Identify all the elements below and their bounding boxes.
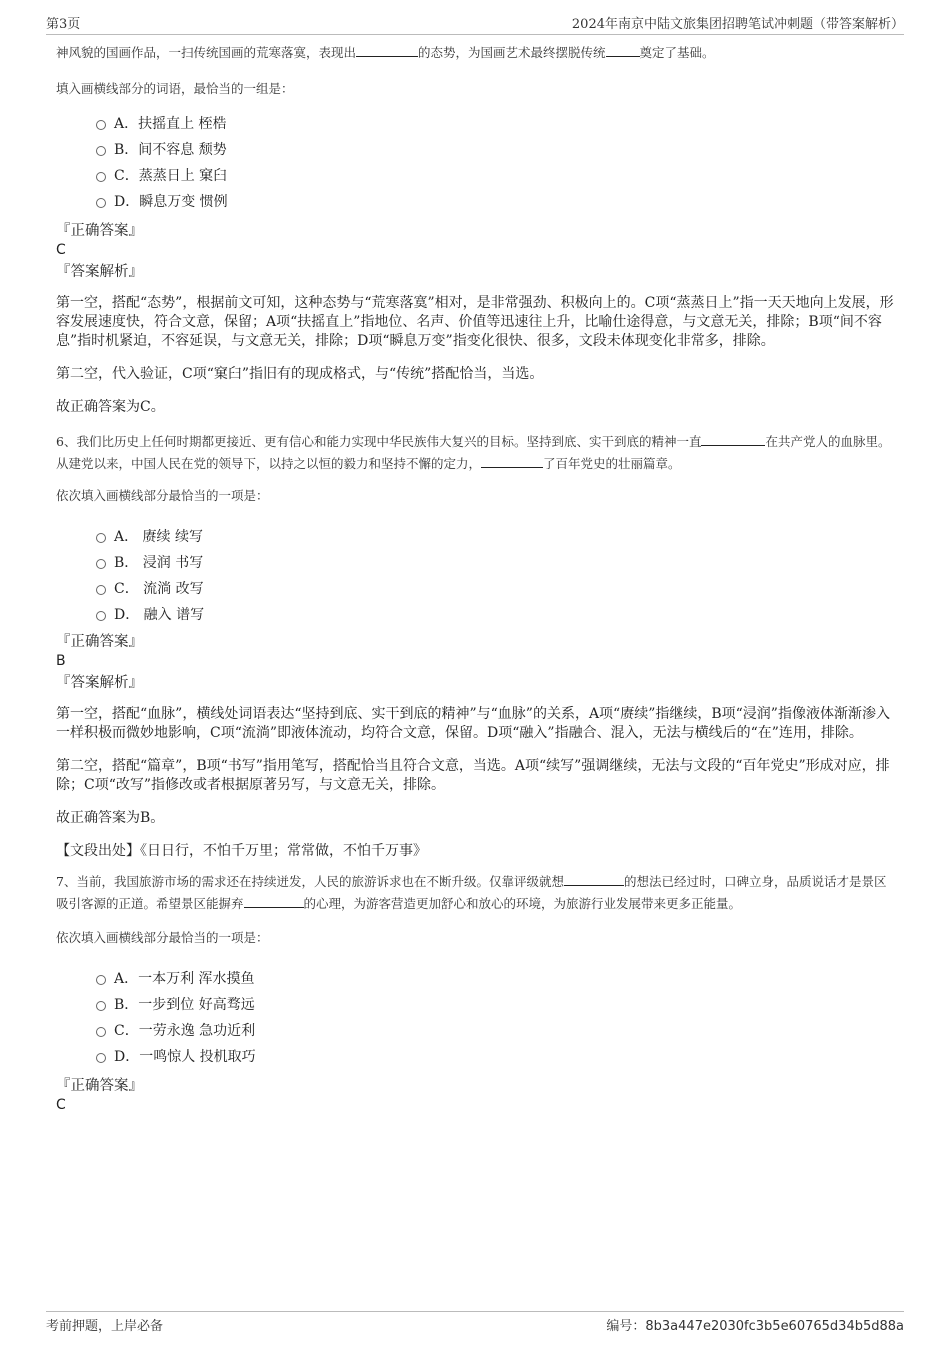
q5-analysis-2: 第二空，代入验证，C项“窠臼”指旧有的现成格式，与“传统”搭配恰当，当选。	[56, 366, 544, 382]
q5-analysis-label: 『答案解析』	[56, 264, 143, 280]
q7-answer-label: 『正确答案』	[56, 1078, 143, 1094]
blank	[244, 893, 304, 908]
q6-option-d[interactable]: D． 融入 谱写	[56, 601, 898, 627]
q7-option-a[interactable]: A．一本万利 浑水摸鱼	[56, 965, 898, 991]
q6-options	[56, 523, 898, 627]
page-header	[46, 12, 904, 35]
q6-prompt: 依次填入画横线部分最恰当的一项是：	[56, 488, 269, 503]
q7-option-b[interactable]: B．一步到位 好高骛远	[56, 991, 898, 1017]
q7-option-c[interactable]: C．一劳永逸 急功近利	[56, 1017, 898, 1043]
document-code: 编号：8b3a447e2030fc3b5e60765d34b5d88a	[606, 1319, 904, 1334]
q6-source: 【文段出处】《日日行，不怕千万里；常常做，不怕千万事》	[56, 843, 427, 859]
q6-analysis-3: 故正确答案为B。	[56, 810, 165, 826]
radio-icon[interactable]	[96, 172, 106, 182]
radio-icon[interactable]	[96, 198, 106, 208]
radio-icon[interactable]	[96, 1053, 106, 1063]
q5-prompt: 填入画横线部分的词语，最恰当的一组是：	[56, 81, 294, 96]
q6-stem: 6、我们比历史上任何时期都更接近、更有信心和能力实现中华民族伟大复兴的目标。坚持到底、实干到底的精神一直 在共产党人的血脉里。从建党以来，中国人民在党的领导下，以持之以恒的毅力和坚持不懈的定力， 了百年党史的壮丽篇章。	[56, 431, 898, 475]
document-title: 2024年南京中陆文旅集团招聘笔试冲刺题（带答案解析）	[571, 17, 904, 32]
q5-option-c[interactable]: C．蒸蒸日上 窠臼	[56, 162, 898, 188]
q6-analysis-2: 第二空，搭配“篇章”，B项“书写”指用笔写，搭配恰当且符合文意，当选。A项“续写”强调继续，无法与文段的“百年党史”形成对应，排除；C项“改写”指修改或者根据原著另写，与文意无关，排除。	[56, 758, 890, 793]
q7-option-d[interactable]: D．一鸣惊人 投机取巧	[56, 1043, 898, 1069]
radio-icon[interactable]	[96, 120, 106, 130]
footer-slogan: 考前押题，上岸必备	[46, 1319, 164, 1334]
q5-analysis-3: 故正确答案为C。	[56, 399, 165, 415]
radio-icon[interactable]	[96, 975, 106, 985]
q5-options	[56, 110, 898, 214]
q6-analysis-label: 『答案解析』	[56, 675, 143, 691]
q5-option-a[interactable]: A．扶摇直上 桎梏	[56, 110, 898, 136]
q6-analysis-1: 第一空，搭配“血脉”，横线处词语表达“坚持到底、实干到底的精神”与“血脉”的关系，A项“赓续”指继续，B项“浸润”指像液体渐渐渗入一样积极而微妙地影响，C项“流淌”即液体流动，均符合文意，保留。D项“融入”指融合、混入，无法与横线后的“在”连用，排除。	[56, 706, 890, 741]
q5-answer: C	[56, 242, 66, 258]
q6-option-c[interactable]: C． 流淌 改写	[56, 575, 898, 601]
q7-stem: 7、当前，我国旅游市场的需求还在持续迸发，人民的旅游诉求也在不断升级。仅靠评级就想 的想法已经过时，口碑立身，品质说话才是景区吸引客源的正道。希望景区能摒弃 的心理，为游客营造更加舒心和放心的环境，为旅游行业发展带来更多正能量。	[56, 871, 898, 915]
radio-icon[interactable]	[96, 146, 106, 156]
radio-icon[interactable]	[96, 585, 106, 595]
blank	[606, 42, 640, 57]
radio-icon[interactable]	[96, 559, 106, 569]
q6-option-b[interactable]: B． 浸润 书写	[56, 549, 898, 575]
q6-answer-label: 『正确答案』	[56, 634, 143, 650]
q7-options	[56, 965, 898, 1069]
blank	[564, 871, 624, 886]
blank	[356, 42, 418, 57]
q7-prompt: 依次填入画横线部分最恰当的一项是：	[56, 930, 269, 945]
radio-icon[interactable]	[96, 611, 106, 621]
page-content	[56, 40, 898, 1114]
q6-answer: B	[56, 653, 66, 669]
page-number: 第3页	[46, 17, 81, 32]
q5-option-d[interactable]: D．瞬息万变 惯例	[56, 188, 898, 214]
blank	[481, 453, 543, 468]
radio-icon[interactable]	[96, 1001, 106, 1011]
q5-analysis-1: 第一空，搭配“态势”，根据前文可知，这种态势与“荒寒落寞”相对，是非常强劲、积极向上的。C项“蒸蒸日上”指一天天地向上发展，形容发展速度快，符合文意，保留；A项“扶摇直上”指地位、名声、价值等迅速往上升，比喻仕途得意，与文意无关，排除；B项“间不容息”指时机紧迫，不容延误，与文意无关，排除；D项“瞬息万变”指变化很快、很多，文段未体现变化非常多，排除。	[56, 295, 894, 349]
q6-option-a[interactable]: A． 赓续 续写	[56, 523, 898, 549]
q5-option-b[interactable]: B．间不容息 颓势	[56, 136, 898, 162]
q5-answer-label: 『正确答案』	[56, 223, 143, 239]
q5-stem: 神风貌的国画作品，一扫传统国画的荒寒落寞，表现出 的态势，为国画艺术最终摆脱传统 奠定了基础。	[56, 42, 898, 64]
blank	[701, 431, 765, 446]
q7-answer: C	[56, 1097, 66, 1113]
radio-icon[interactable]	[96, 533, 106, 543]
radio-icon[interactable]	[96, 1027, 106, 1037]
page-footer	[46, 1311, 904, 1334]
